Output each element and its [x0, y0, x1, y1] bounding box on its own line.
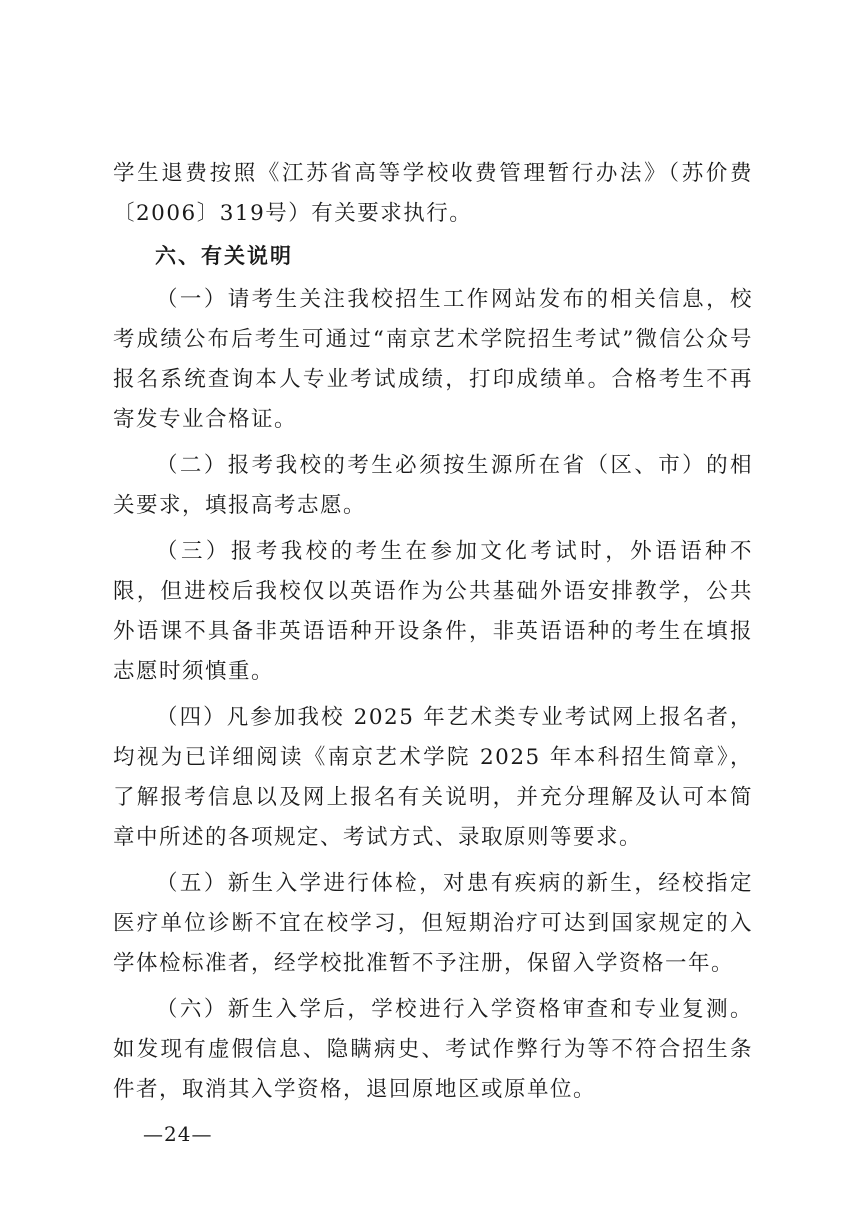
- lead-paragraph: 学生退费按照《江苏省高等学校收费管理暂行办法》（苏价费〔2006〕319号）有关要求执行。: [113, 161, 753, 226]
- section-heading: 六、有关说明: [155, 244, 293, 268]
- paragraph-item-3: （三）报考我校的考生在参加文化考试时，外语语种不限，但进校后我校仅以英语作为公共基础外语安排教学，公共外语课不具备非英语语种开设条件，非英语语种的考生在填报志愿时须慎重。: [113, 539, 753, 684]
- page-number: —24—: [143, 1122, 213, 1146]
- paragraph-item-5: （五）新生入学进行体检，对患有疾病的新生，经校指定医疗单位诊断不宜在校学习，但短期治疗可达到国家规定的入学体检标准者，经学校批准暂不予注册，保留入学资格一年。: [113, 871, 753, 976]
- paragraph-item-6: （六）新生入学后，学校进行入学资格审查和专业复测。如发现有虚假信息、隐瞒病史、考试作弊行为等不符合招生条件者，取消其入学资格，退回原地区或原单位。: [113, 997, 753, 1102]
- paragraph-item-4: （四）凡参加我校 2025 年艺术类专业考试网上报名者，均视为已详细阅读《南京艺术学院 2025 年本科招生简章》，了解报考信息以及网上报名有关说明，并充分理解及认可本简章中所述的各项规定、考试方式、录取原则等要求。: [113, 705, 753, 850]
- document-body: [113, 154, 753, 1116]
- paragraph-item-2: （二）报考我校的考生必须按生源所在省（区、市）的相关要求，填报高考志愿。: [113, 453, 753, 518]
- paragraph-item-1: （一）请考生关注我校招生工作网站发布的相关信息，校考成绩公布后考生可通过“南京艺术学院招生考试”微信公众号报名系统查询本人专业考试成绩，打印成绩单。合格考生不再寄发专业合格证。: [113, 287, 753, 432]
